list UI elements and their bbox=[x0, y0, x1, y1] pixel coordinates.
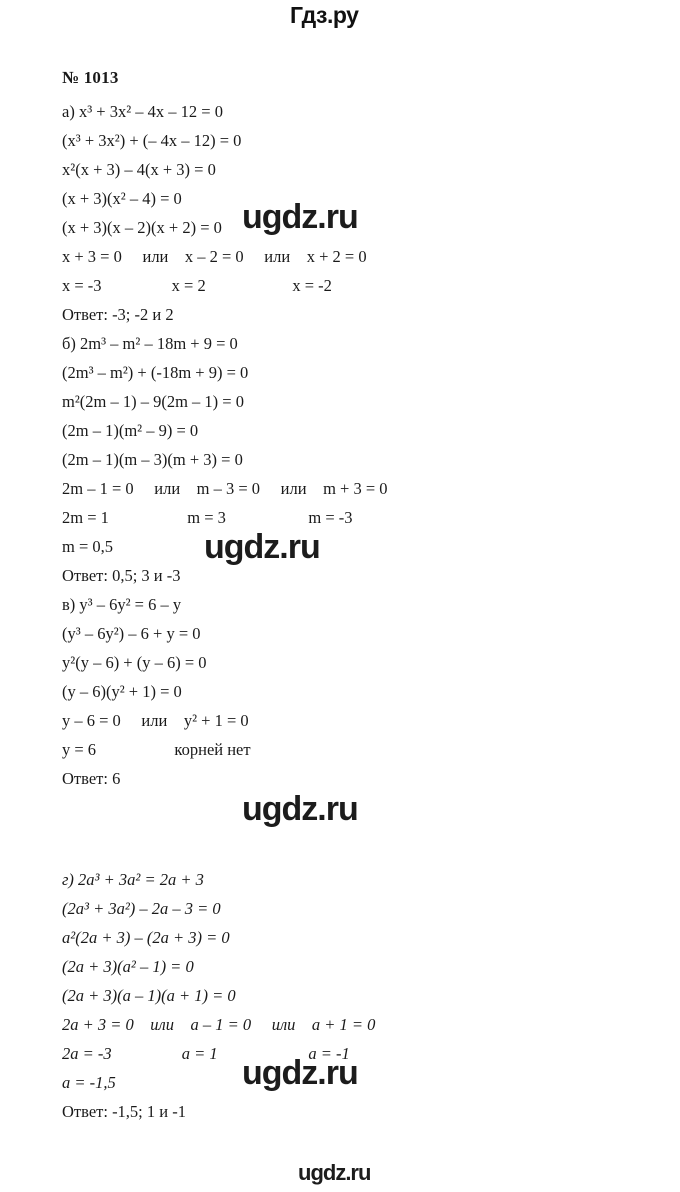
solution-line: г) 2a³ + 3a² = 2a + 3 bbox=[62, 870, 204, 889]
solution-line: y = 6 корней нет bbox=[62, 740, 251, 759]
solution-line: (x³ + 3x²) + (– 4x – 12) = 0 bbox=[62, 131, 242, 150]
task-number: № 1013 bbox=[62, 68, 119, 87]
solution-line: 2m – 1 = 0 или m – 3 = 0 или m + 3 = 0 bbox=[62, 479, 388, 498]
solution-line: (x + 3)(x² – 4) = 0 bbox=[62, 189, 182, 208]
solution-line: m²(2m – 1) – 9(2m – 1) = 0 bbox=[62, 392, 244, 411]
solution-line: а) x³ + 3x² – 4x – 12 = 0 bbox=[62, 102, 223, 121]
watermark: ugdz.ru bbox=[204, 528, 320, 566]
solution-answer: Ответ: -3; -2 и 2 bbox=[62, 305, 174, 324]
solution-line: m = 0,5 bbox=[62, 537, 114, 556]
solution-line: б) 2m³ – m² – 18m + 9 = 0 bbox=[62, 334, 238, 353]
watermark: ugdz.ru bbox=[242, 790, 358, 828]
solution-line: (x + 3)(x – 2)(x + 2) = 0 bbox=[62, 218, 222, 237]
solution-line: y – 6 = 0 или y² + 1 = 0 bbox=[62, 711, 249, 730]
solution-line: x = -3 x = 2 x = -2 bbox=[62, 276, 332, 295]
solution-answer: Ответ: -1,5; 1 и -1 bbox=[62, 1102, 186, 1121]
watermark: ugdz.ru bbox=[242, 1054, 358, 1092]
solution-line: 2a + 3 = 0 или a – 1 = 0 или a + 1 = 0 bbox=[62, 1015, 376, 1034]
solution-line: x²(x + 3) – 4(x + 3) = 0 bbox=[62, 160, 216, 179]
solution-line: (2m – 1)(m – 3)(m + 3) = 0 bbox=[62, 450, 243, 469]
solution-line: (2a + 3)(a – 1)(a + 1) = 0 bbox=[62, 986, 236, 1005]
solution-line: x + 3 = 0 или x – 2 = 0 или x + 2 = 0 bbox=[62, 247, 367, 266]
solution-line: 2a = -3 a = 1 a = -1 bbox=[62, 1044, 350, 1063]
solution-line: a²(2a + 3) – (2a + 3) = 0 bbox=[62, 928, 230, 947]
solution-line: (2a³ + 3a²) – 2a – 3 = 0 bbox=[62, 899, 221, 918]
solution-line: в) y³ – 6y² = 6 – y bbox=[62, 595, 182, 614]
solution-line: y²(y – 6) + (y – 6) = 0 bbox=[62, 653, 207, 672]
solution-line: a = -1,5 bbox=[62, 1073, 116, 1092]
solution-line: (2m – 1)(m² – 9) = 0 bbox=[62, 421, 199, 440]
solution-line: (y – 6)(y² + 1) = 0 bbox=[62, 682, 182, 701]
watermark: ugdz.ru bbox=[242, 198, 358, 236]
solution-line: (2a + 3)(a² – 1) = 0 bbox=[62, 957, 194, 976]
solution-answer: Ответ: 0,5; 3 и -3 bbox=[62, 566, 181, 585]
site-logo[interactable]: Гдз.ру bbox=[290, 2, 359, 28]
solution-line: 2m = 1 m = 3 m = -3 bbox=[62, 508, 353, 527]
solution-line: (2m³ – m²) + (-18m + 9) = 0 bbox=[62, 363, 249, 382]
footer-watermark: ugdz.ru bbox=[298, 1160, 371, 1185]
solution-line: (y³ – 6y²) – 6 + y = 0 bbox=[62, 624, 201, 643]
solution-answer: Ответ: 6 bbox=[62, 769, 121, 788]
